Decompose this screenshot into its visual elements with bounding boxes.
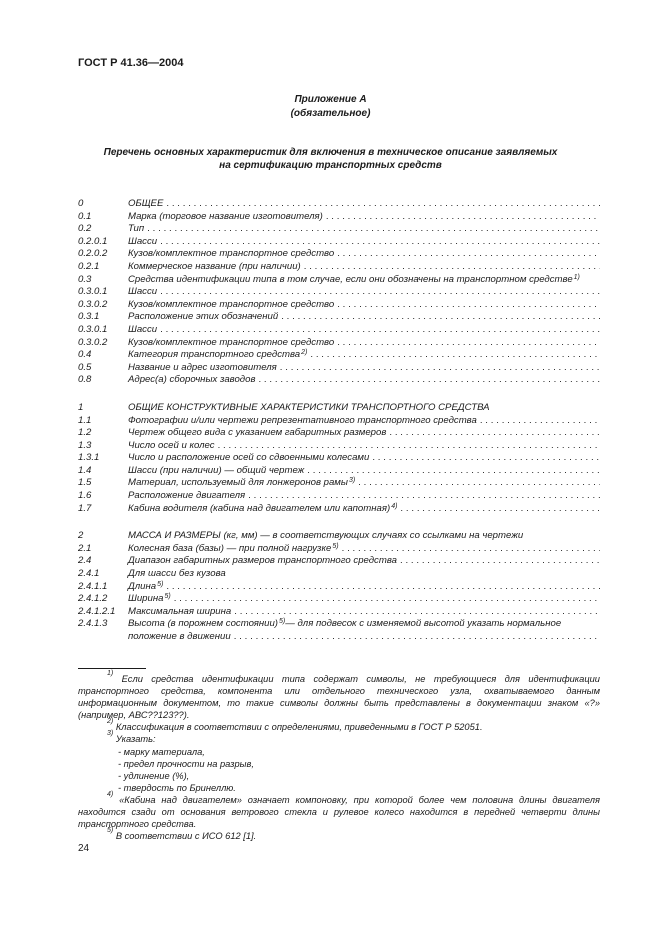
toc-item-number: 1.1 — [78, 414, 92, 426]
toc-item-number: 0.8 — [78, 374, 92, 386]
toc-item-body — [128, 286, 600, 299]
toc-row — [78, 440, 600, 453]
footnote-bullet: - удлинение (%), — [118, 770, 190, 781]
footnote-bullet: - предел прочности на разрыв, — [118, 758, 254, 769]
dotted-leader — [480, 415, 600, 428]
toc-row — [78, 349, 600, 362]
toc-item-number: 0.5 — [78, 361, 92, 373]
toc-item-body: Материал, используемый для лонжеронов рамы $^{3)}$ ..... — [128, 477, 600, 490]
toc-row — [78, 274, 600, 287]
toc-item-number: 1.3 — [78, 439, 92, 451]
toc-item-number: 1.3.1 — [78, 452, 100, 464]
toc-item-number: 0.3.0.1 — [78, 323, 108, 335]
toc-row — [78, 606, 600, 619]
toc-item-text: Колесная база (базы) — при полной нагрузке — [128, 542, 332, 554]
annex-subtitle: (обязательное) — [290, 108, 371, 119]
toc-item-body — [128, 606, 600, 619]
toc-item-number: 1.6 — [78, 490, 92, 502]
toc-item-text: Расположение этих обозначений — [128, 311, 279, 323]
toc-item-body — [128, 337, 600, 350]
toc-row — [78, 299, 600, 312]
toc-item-text: Для шасси без кузова — [128, 568, 226, 580]
toc-item-text: Длина — [128, 580, 157, 592]
toc-item-number: 2 — [78, 530, 84, 542]
annex-title: Приложение А — [294, 94, 367, 105]
toc-item-body — [128, 223, 600, 236]
toc-item-text: Шасси — [128, 235, 158, 247]
dotted-leader — [400, 503, 600, 516]
toc-item-body — [128, 198, 600, 211]
toc-item-number: 2.4.1.2 — [78, 593, 108, 605]
footnote-text: «Кабина над двигателем» означает компоновку, при которой более чем половина длины двигателя находится сзади от основания ветрового стекла и рулевое колесо находится в передней четверти длины транспортного средства. — [78, 794, 600, 830]
toc-row — [78, 581, 600, 594]
toc-item-text: Шасси — [128, 323, 158, 335]
dotted-leader — [147, 223, 600, 236]
toc-item-number: 2.4.1.2.1 — [78, 605, 116, 617]
toc-row — [78, 223, 600, 236]
footnote-marker: 2) — [107, 718, 114, 726]
toc-item-number: 0.2.0.1 — [78, 235, 108, 247]
toc-item-number: 2.4.1.3 — [78, 618, 108, 630]
toc-row — [78, 415, 600, 428]
toc-item-number: 1.7 — [78, 502, 92, 514]
toc-item-text: Число осей и колес — [128, 439, 215, 451]
dotted-leader — [337, 337, 600, 350]
toc-item-body — [128, 211, 600, 224]
toc-row — [78, 198, 600, 211]
toc-item-body — [128, 530, 600, 543]
toc-row — [78, 311, 600, 324]
dotted-leader — [389, 427, 600, 440]
doc-code: ГОСТ Р 41.36—2004 — [78, 57, 184, 69]
toc-row — [78, 465, 600, 478]
toc-item-body — [128, 402, 600, 415]
toc-item-text: Название и адрес изготовителя — [128, 361, 277, 373]
toc-item-body — [128, 299, 600, 312]
toc-row — [78, 374, 600, 387]
toc-item-text: Тип — [128, 223, 145, 235]
toc-item-body — [128, 427, 600, 440]
toc-row — [78, 568, 600, 581]
toc-item-text: ОБЩИЕ КОНСТРУКТИВНЫЕ ХАРАКТЕРИСТИКИ ТРАНСПОРТНОГО СРЕДСТВА — [128, 401, 490, 413]
toc-item-body — [128, 440, 600, 453]
toc-item-number: 2.4.1.1 — [78, 580, 108, 592]
toc-row — [78, 490, 600, 503]
footnote-marker: 5) — [107, 827, 114, 835]
toc-item-body — [128, 324, 600, 337]
toc-item-body — [128, 236, 600, 249]
toc-item-number: 0.3.0.2 — [78, 336, 108, 348]
dotted-leader — [304, 261, 600, 274]
footnote-text: В соответствии с ИСО 612 [1]. — [115, 831, 257, 842]
toc-item-body — [128, 261, 600, 274]
dotted-leader — [234, 631, 600, 644]
toc-row — [78, 543, 600, 556]
toc-row-continuation — [78, 631, 600, 644]
toc-item-number: 2.4 — [78, 555, 92, 567]
toc-row — [78, 452, 600, 465]
footnote-bullet: - марку материала, — [118, 746, 205, 757]
footnote — [78, 718, 600, 733]
toc-item-number: 0.3 — [78, 273, 92, 285]
footnote — [78, 790, 600, 830]
dotted-leader — [372, 452, 600, 465]
toc-item-number: 1 — [78, 401, 84, 413]
dotted-leader — [160, 236, 600, 249]
dotted-leader — [310, 349, 600, 362]
footnote — [78, 827, 600, 842]
toc-item-text: Высота (в порожнем состоянии) — [128, 618, 278, 630]
toc-row — [78, 286, 600, 299]
toc-item-body: Колесная база (базы) — при полной нагрузке $^{5)}$ ..... — [128, 543, 600, 556]
toc-item-text: Шасси — [128, 286, 158, 298]
dotted-leader — [307, 465, 600, 478]
toc-row — [78, 261, 600, 274]
toc-item-text: Кабина водителя (кабина над двигателем или капотная) — [128, 502, 391, 514]
footnote — [78, 669, 600, 721]
toc-row — [78, 618, 600, 631]
page-title — [0, 146, 661, 172]
toc-item-body: Длина $^{5)}$ ..... — [128, 581, 600, 594]
toc-item-body — [128, 490, 600, 503]
toc-item-body — [128, 555, 600, 568]
toc-item-text: Расположение двигателя — [128, 490, 246, 502]
dotted-leader — [258, 374, 600, 387]
dotted-leader — [358, 477, 600, 490]
toc-item-text: Число и расположение осей со сдвоенными колесами — [128, 452, 370, 464]
footnote-marker: 4) — [107, 790, 114, 798]
dotted-leader — [160, 324, 600, 337]
toc-item-body: Категория транспортного средства $^{2)}$ ..... — [128, 349, 600, 362]
toc-item-body: Ширина $^{5)}$ ..... — [128, 593, 600, 606]
toc-item-body: Кабина водителя (кабина над двигателем или капотная) $^{4)}$ ..... — [128, 503, 600, 516]
toc-row — [78, 477, 600, 490]
toc-item-number: 0.3.0.2 — [78, 298, 108, 310]
toc-row — [78, 337, 600, 350]
dotted-leader — [337, 299, 600, 312]
footnotes-block — [78, 669, 600, 842]
toc-item-text: Ширина — [128, 593, 164, 605]
page-number: 24 — [78, 843, 90, 854]
toc-item-text: ОБЩЕЕ — [128, 198, 164, 209]
toc-item-text: Шасси (при наличии) — общий чертеж — [128, 464, 305, 476]
toc-item-body — [128, 465, 600, 478]
toc-row — [78, 324, 600, 337]
toc-row — [78, 530, 600, 543]
footnote-separator — [78, 668, 146, 669]
toc-item-body — [128, 568, 600, 581]
dotted-leader — [280, 362, 600, 375]
toc-row — [78, 236, 600, 249]
footnote-bullet: - твердость по Бринеллю. — [118, 782, 236, 793]
toc-item-text: Фотографии и/или чертежи репрезентативного транспортного средства — [128, 414, 477, 426]
toc-item-body — [128, 311, 600, 324]
toc-item-body — [128, 631, 600, 644]
page-title-line1: Перечень основных характеристик для включения в техническое описание заявляемых — [103, 147, 558, 158]
toc-item-text: Чертеж общего вида с указанием габаритных размеров — [128, 427, 387, 439]
dotted-leader — [234, 606, 600, 619]
toc-item-body — [128, 415, 600, 428]
toc-item-number: 0.3.1 — [78, 311, 100, 323]
toc-item-body — [128, 362, 600, 375]
footnote-marker: 1) — [107, 669, 114, 677]
toc-item-number: 0.3.0.1 — [78, 286, 108, 298]
footnote-text: Если средства идентификации типа содержат символы, не требующиеся для идентификации транспортного средства, компонента или отдельного технического узла, охватываемого данным информационным документом, то такие символы должны быть представлены в документации знаком «?» (например, АВС??123??). — [78, 674, 600, 721]
dotted-leader — [337, 248, 600, 261]
dotted-leader — [326, 211, 600, 224]
toc-item-text: Кузов/комплектное транспортное средство — [128, 336, 335, 348]
dotted-leader — [174, 593, 600, 606]
toc-item-text: Средства идентификации типа в том случае, если они обозначены на транспортном средстве — [128, 273, 573, 285]
dotted-leader — [160, 286, 600, 299]
toc-item-number: 2.4.1 — [78, 568, 100, 580]
toc-item-text: Материал, используемый для лонжеронов рамы — [128, 477, 348, 489]
toc-item-number: 0.2 — [78, 223, 92, 235]
toc-item-text: Адрес(а) сборочных заводов — [128, 374, 256, 386]
characteristics-list — [78, 198, 600, 644]
toc-item-text: Марка (торговое название изготовителя) — [128, 210, 323, 222]
toc-item-text: Диапазон габаритных размеров транспортного средства — [128, 555, 397, 567]
toc-item-body — [128, 452, 600, 465]
toc-item-number: 0.1 — [78, 210, 92, 222]
dotted-leader — [166, 581, 600, 594]
toc-item-number: 1.2 — [78, 427, 92, 439]
toc-row — [78, 362, 600, 375]
toc-item-number: 0 — [78, 198, 84, 209]
footnote — [78, 730, 600, 745]
toc-row — [78, 593, 600, 606]
toc-item-body — [128, 374, 600, 387]
toc-item-text: Коммерческое название (при наличии) — [128, 260, 301, 272]
page-title-line2: на сертификацию транспортных средств — [219, 160, 442, 171]
dotted-leader — [400, 555, 600, 568]
toc-item-text: МАССА И РАЗМЕРЫ (кг, мм) — в соответствующих случаях со ссылками на чертежи — [128, 530, 524, 542]
toc-item-body: Высота (в порожнем состоянии) $^{5)}$ — для подвесок с изменяемой высотой указать нормальное — [128, 618, 562, 630]
toc-item-number: 0.4 — [78, 349, 92, 361]
toc-item-number: 0.2.1 — [78, 260, 100, 272]
toc-item-text: Категория транспортного средства — [128, 349, 301, 361]
toc-item-text: Максимальная ширина — [128, 605, 232, 617]
toc-row — [78, 427, 600, 440]
dotted-leader — [218, 440, 600, 453]
annex-heading — [0, 93, 661, 121]
toc-item-text: Кузов/комплектное транспортное средство — [128, 248, 335, 260]
toc-item-number: 0.2.0.2 — [78, 248, 108, 260]
toc-row — [78, 402, 600, 415]
footnote-text: Классификация в соответствии с определениями, приведенными в ГОСТ Р 52051. — [115, 722, 483, 733]
toc-row — [78, 503, 600, 516]
toc-item-body: Средства идентификации типа в том случае, если они обозначены на транспортном средстве $^{1)}$ — [128, 273, 580, 285]
toc-row — [78, 248, 600, 261]
toc-item-number: 1.4 — [78, 464, 92, 476]
toc-item-text-wrap: положение в движении — [128, 631, 231, 642]
toc-item-text-continued: — для подвесок с изменяемой высотой указать нормальное — [285, 618, 562, 630]
dotted-leader — [342, 543, 600, 556]
toc-item-number: 2.1 — [78, 542, 92, 554]
dotted-leader — [166, 198, 600, 211]
footnote-marker: 3) — [107, 730, 114, 738]
toc-item-text: Кузов/комплектное транспортное средство — [128, 298, 335, 310]
toc-row — [78, 211, 600, 224]
footnote-text: Указать: — [115, 734, 156, 745]
dotted-leader — [281, 311, 600, 324]
toc-item-body — [128, 248, 600, 261]
toc-row — [78, 555, 600, 568]
dotted-leader — [248, 490, 600, 503]
toc-item-number: 1.5 — [78, 477, 92, 489]
